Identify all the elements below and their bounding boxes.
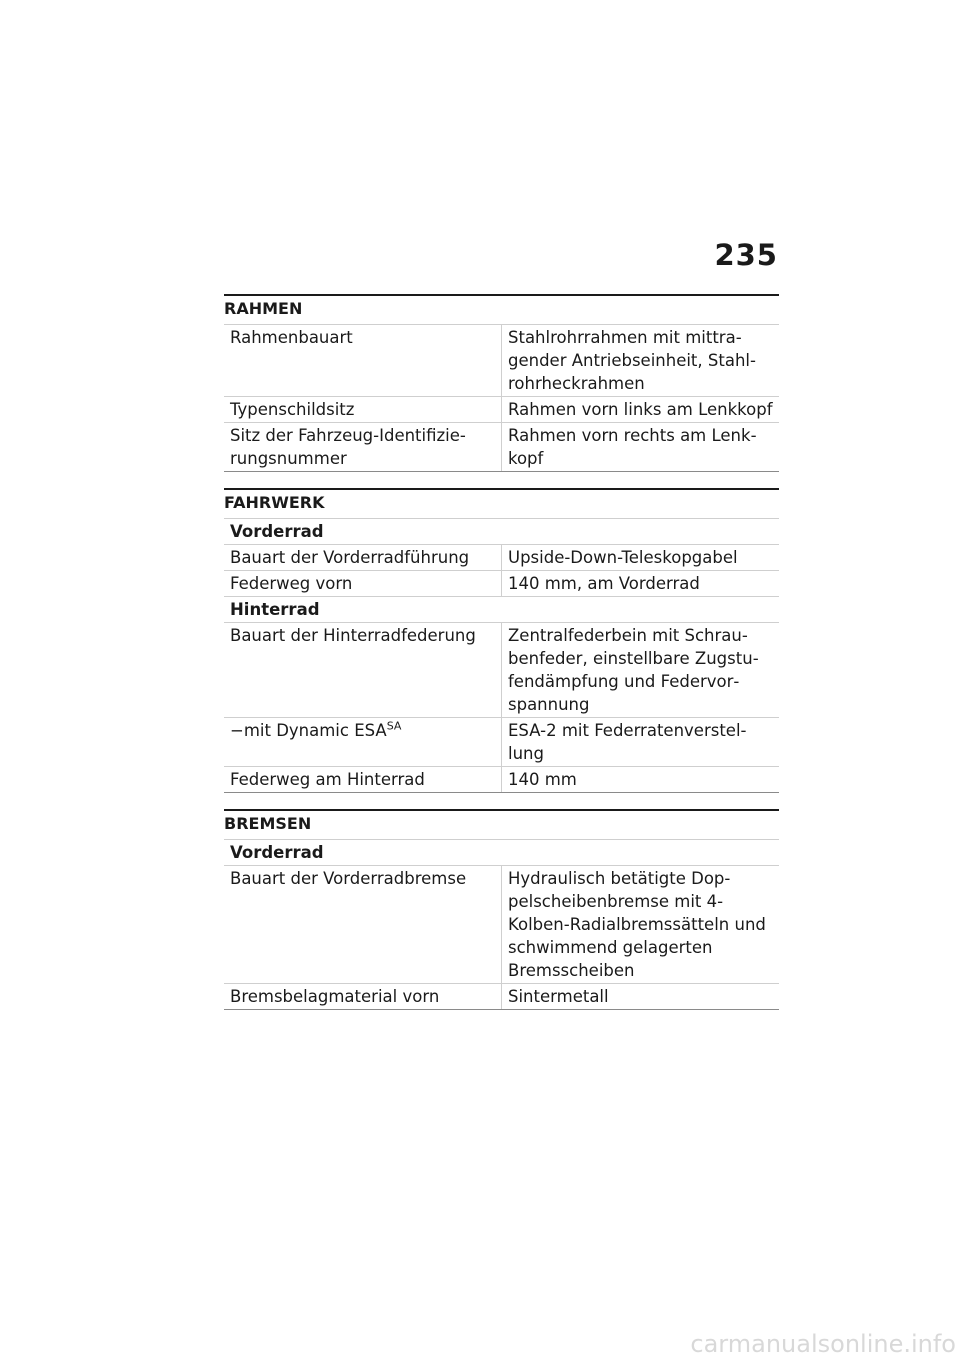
spec-label-text: Bremsbelagmaterial vorn <box>230 987 440 1006</box>
watermark: carmanualsonline.info <box>690 1330 956 1358</box>
spec-label <box>224 718 502 767</box>
spec-label <box>224 767 502 793</box>
spec-table <box>224 324 779 472</box>
spec-label <box>224 571 502 597</box>
spec-label-text: Federweg vorn <box>230 574 353 593</box>
spec-value: Rahmen vorn rechts am Lenkkopf <box>502 423 780 472</box>
spec-label <box>224 866 502 984</box>
spec-value: Stahlrohrrahmen mit mittragender Antriebseinheit, Stahlrohrheckrahmen <box>502 325 780 397</box>
section-title: RAHMEN <box>224 294 779 324</box>
spec-value: Rahmen vorn links am Lenkkopf <box>502 397 780 423</box>
spec-value: Sintermetall <box>502 984 780 1010</box>
table-row <box>224 623 779 718</box>
table-row <box>224 397 779 423</box>
spec-value: Zentralfederbein mit Schraubenfeder, einstellbare Zugstufendämpfung und Federvorspannung <box>502 623 780 718</box>
subheading: Vorderrad <box>224 840 779 866</box>
page-number: 235 <box>714 238 778 272</box>
spec-value: 140 mm <box>502 767 780 793</box>
table-row <box>224 718 779 767</box>
spec-label <box>224 623 502 718</box>
spec-label-text: Typenschildsitz <box>230 400 355 419</box>
subheading-row <box>224 519 779 545</box>
section-title: FAHRWERK <box>224 488 779 518</box>
spec-label-text: −mit Dynamic ESA <box>230 721 387 740</box>
section-fahrwerk <box>224 488 779 793</box>
spec-label-text: Federweg am Hinterrad <box>230 770 425 789</box>
table-row <box>224 984 779 1010</box>
section-title: BREMSEN <box>224 809 779 839</box>
option-superscript: SA <box>386 719 402 733</box>
section-bremsen <box>224 809 779 1010</box>
table-row <box>224 571 779 597</box>
subheading-row <box>224 840 779 866</box>
table-row <box>224 545 779 571</box>
subheading: Hinterrad <box>224 597 779 623</box>
section-rahmen <box>224 294 779 472</box>
table-row <box>224 325 779 397</box>
spec-label <box>224 423 502 472</box>
spec-content <box>224 294 779 1026</box>
spec-value: ESA-2 mit Federratenverstellung <box>502 718 780 767</box>
subheading-row <box>224 597 779 623</box>
spec-value: Upside-Down-Teleskopgabel <box>502 545 780 571</box>
spec-label <box>224 325 502 397</box>
spec-label-text: Rahmenbauart <box>230 328 353 347</box>
spec-label-text: Bauart der Vorderradführung <box>230 548 470 567</box>
spec-label-text: Bauart der Hinterradfederung <box>230 626 476 645</box>
spec-label <box>224 984 502 1010</box>
spec-label-text: Sitz der Fahrzeug-Identifizierungsnummer <box>230 426 466 468</box>
spec-value: 140 mm, am Vorderrad <box>502 571 780 597</box>
spec-table <box>224 518 779 793</box>
table-row <box>224 423 779 472</box>
spec-table <box>224 839 779 1010</box>
spec-label-text: Bauart der Vorderradbremse <box>230 869 467 888</box>
spec-value: Hydraulisch betätigte Doppelscheibenbremse mit 4-Kolben-Radialbremssätteln und schwimmend gelagerten Bremsscheiben <box>502 866 780 984</box>
table-row <box>224 866 779 984</box>
subheading: Vorderrad <box>224 519 779 545</box>
spec-label <box>224 397 502 423</box>
spec-label <box>224 545 502 571</box>
table-row <box>224 767 779 793</box>
